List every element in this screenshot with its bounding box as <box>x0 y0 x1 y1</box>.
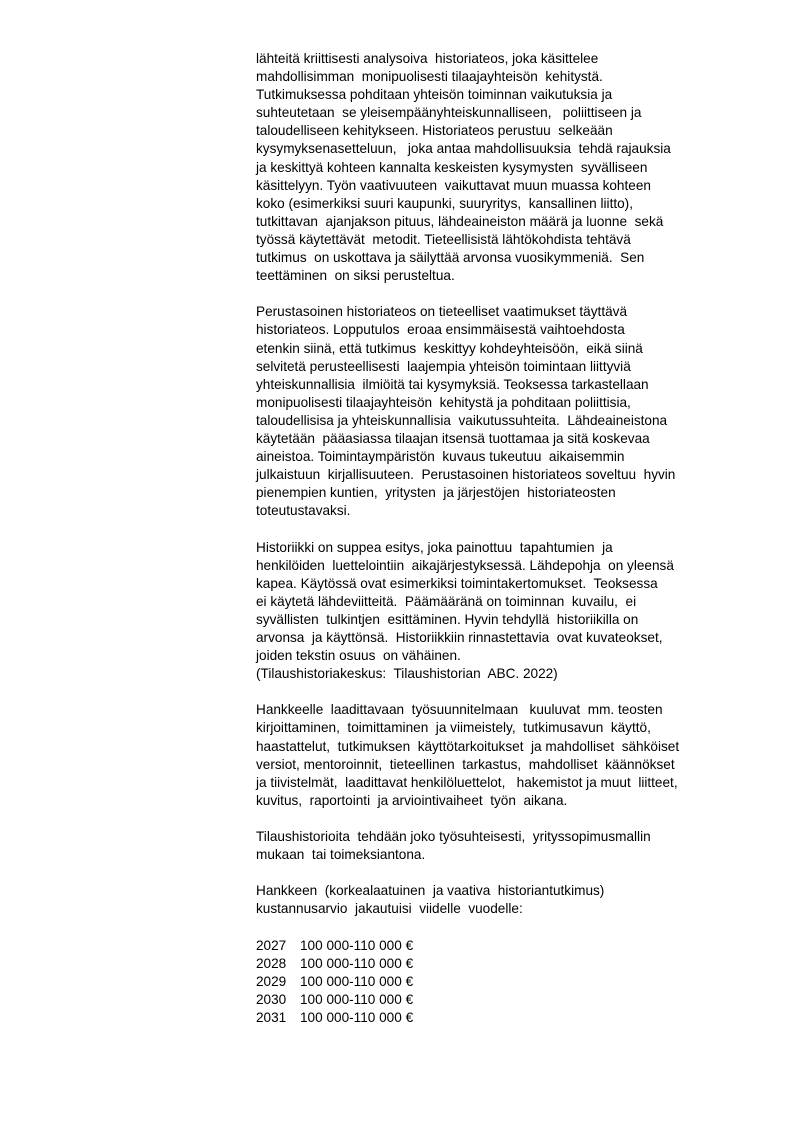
text-line: kapea. Käytössä ovat esimerkiksi toimintakertomukset. Teoksessa <box>256 575 658 591</box>
text-line: Historiikki on suppea esitys, joka painottuu tapahtumien ja <box>256 539 613 555</box>
cost-row <box>256 937 746 955</box>
text-line: Tutkimuksessa pohditaan yhteisön toiminnan vaikutuksia ja <box>256 87 613 103</box>
text-line: kirjoittaminen, toimittaminen ja viimeistely, tutkimusavun käyttö, <box>256 720 651 736</box>
text-line: työssä käytettävät metodit. Tieteellisistä lähtökohdista tehtävä <box>256 231 631 247</box>
cost-amount: 100 000-110 000 € <box>300 955 414 971</box>
text-line: henkilöiden luettelointiin aikajärjestyksessä. Lähdepohja on yleensä <box>256 557 674 573</box>
text-line: joiden tekstin osuus on vähäinen. <box>256 648 461 664</box>
text-line: Perustasoinen historiateos on tieteelliset vaatimukset täyttävä <box>256 304 628 320</box>
text-line: Tilaushistorioita tehdään joko työsuhteisesti, yrityssopimusmallin <box>256 829 651 845</box>
text-line: ja tiivistelmät, laadittavat henkilöluettelot, hakemistot ja muut liitteet, <box>256 774 678 790</box>
cost-amount: 100 000-110 000 € <box>300 937 414 953</box>
text-line: mukaan tai toimeksiantona. <box>256 847 426 863</box>
text-line: ja keskittyä kohteen kannalta keskeisten kysymysten syvälliseen <box>256 159 648 175</box>
text-line: arvonsa ja käyttönsä. Historiikkiin rinnastettavia ovat kuvateokset, <box>256 630 663 645</box>
text-line: taloudelliseen kehitykseen. Historiateos perustuu selkeään <box>256 123 613 139</box>
cost-row <box>256 991 746 1009</box>
cost-year: 2031 <box>256 1009 287 1025</box>
text-line: selvitetä perusteellisesti laajempia yhteisön toimintaan liittyviä <box>256 358 631 374</box>
paragraph-basic-history <box>256 303 746 520</box>
text-line: yhteiskunnallisia ilmiöitä tai kysymyksiä. Teoksessa tarkastellaan <box>256 376 649 392</box>
text-line: tutkimus on uskottava ja säilyttää arvonsa vuosikymmeniä. Sen <box>256 250 645 266</box>
text-line: käsittelyyn. Työn vaativuuteen vaikuttavat muun muassa kohteen <box>256 177 651 193</box>
text-line: teettäminen on siksi perusteltua. <box>256 268 455 284</box>
cost-year: 2030 <box>256 991 287 1007</box>
paragraph-employment-models <box>256 828 746 864</box>
text-line: Hankkeen (korkealaatuinen ja vaativa historiantutkimus) <box>256 883 605 899</box>
text-line: versiot, mentoroinnit, tieteellinen tarkastus, mahdolliset käännökset <box>256 756 675 772</box>
text-line: kysymyksenasetteluun, joka antaa mahdollisuuksia tehdä rajauksia <box>256 141 671 157</box>
text-line: taloudellisisa ja yhteiskunnallisia vaikutussuhteita. Lähdeaineistona <box>256 412 668 428</box>
text-line: tutkittavan ajanjakson pituus, lähdeaineiston määrä ja luonne sekä <box>256 213 664 229</box>
text-line: etenkin siinä, että tutkimus keskittyy kohdeyhteisöön, eikä siinä <box>256 340 643 356</box>
cost-amount: 100 000-110 000 € <box>300 1009 414 1025</box>
citation: (Tilaushistoriakeskus: Tilaushistorian ABC. 2022) <box>256 666 558 682</box>
text-line: pienempien kuntien, yritysten ja järjestöjen historiateosten <box>256 485 616 501</box>
text-line: käytetään pääasiassa tilaajan itsensä tuottamaa ja sitä koskevaa <box>256 430 650 446</box>
paragraph-research-history <box>256 50 746 285</box>
cost-row <box>256 1009 746 1027</box>
text-line: haastattelut, tutkimuksen käyttötarkoitukset ja mahdolliset sähköiset <box>256 738 680 754</box>
text-line: syvällisten tulkintjen esittäminen. Hyvin tehdyllä historiikilla on <box>256 611 639 627</box>
text-line: ei käytetä lähdeviitteitä. Päämääränä on toiminnan kuvailu, ei <box>256 593 637 609</box>
document-page <box>256 50 746 1027</box>
text-line: mahdollisimman monipuolisesti tilaajayhteisön kehitystä. <box>256 69 603 85</box>
text-line: suhteutetaan se yleisempäänyhteiskunnalliseen, poliittiseen ja <box>256 105 642 121</box>
text-line: kuvitus, raportointi ja arviointivaiheet työn aikana. <box>256 792 568 808</box>
cost-year: 2029 <box>256 973 287 989</box>
text-line: julkaistuun kirjallisuuteen. Perustasoinen historiateos soveltuu hyvin <box>256 467 676 483</box>
cost-estimate-list <box>256 937 746 1027</box>
cost-year: 2027 <box>256 937 287 953</box>
cost-amount: 100 000-110 000 € <box>300 991 414 1007</box>
cost-row <box>256 955 746 973</box>
text-line: toteutustavaksi. <box>256 503 351 519</box>
text-line: lähteitä kriittisesti analysoiva historiateos, joka käsittelee <box>256 51 599 66</box>
text-line: historiateos. Lopputulos eroaa ensimmäisestä vaihtoehdosta <box>256 322 625 338</box>
paragraph-historiikki <box>256 539 746 684</box>
paragraph-work-plan <box>256 701 746 810</box>
text-line: aineistoa. Toimintaympäristön kuvaus tukeutuu aikaisemmin <box>256 449 625 465</box>
text-line: Hankkeelle laadittavaan työsuunnitelmaan kuuluvat mm. teosten <box>256 702 663 718</box>
cost-year: 2028 <box>256 955 287 971</box>
text-line: kustannusarvio jakautuisi viidelle vuodelle: <box>256 901 523 917</box>
cost-amount: 100 000-110 000 € <box>300 973 414 989</box>
text-line: monipuolisesti tilaajayhteisön kehitystä ja pohditaan poliittisia, <box>256 394 631 410</box>
paragraph-cost-intro <box>256 882 746 918</box>
text-line: koko (esimerkiksi suuri kaupunki, suuryritys, kansallinen liitto), <box>256 195 633 211</box>
cost-row <box>256 973 746 991</box>
